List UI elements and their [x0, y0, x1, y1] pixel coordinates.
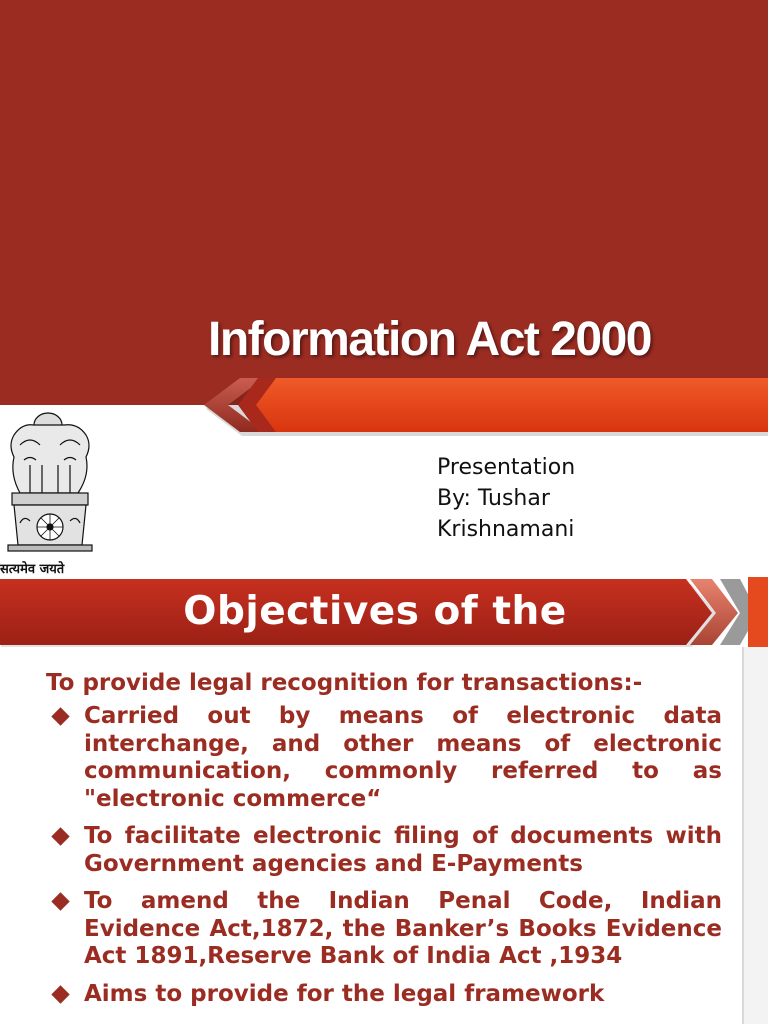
title-ribbon — [200, 378, 768, 438]
list-item — [46, 888, 722, 971]
bullet-text: To facilitate electronic filing of documents with Government agencies and E-Payments — [84, 823, 722, 877]
emblem-motto: सत्यमेव जयते — [0, 562, 65, 577]
presenter-block — [437, 452, 637, 545]
right-margin-line — [742, 647, 744, 1024]
diamond-bullet-icon — [51, 892, 69, 910]
objectives-content — [46, 669, 722, 1018]
presenter-line-3: Krishnamani — [437, 517, 575, 542]
presenter-line-1: Presentation — [437, 455, 576, 480]
national-emblem-logo — [0, 405, 100, 577]
bullet-text: To amend the Indian Penal Code, Indian Evidence Act,1872, the Banker’s Books Evidence Act 1891,Reserve Bank of India Act ,1934 — [84, 888, 722, 969]
diamond-bullet-icon — [51, 985, 69, 1003]
list-item — [46, 703, 722, 813]
diamond-bullet-icon — [51, 827, 69, 845]
list-item — [46, 981, 722, 1009]
slide-title: Information Act 2000 — [208, 313, 651, 366]
slide-heading: Objectives of the — [183, 589, 567, 634]
objectives-list — [46, 703, 722, 1008]
bullet-text: Carried out by means of electronic data interchange, and other means of electronic communication, commonly referred to as "electronic commerce“ — [84, 703, 722, 812]
presenter-line-2: By: Tushar — [437, 486, 550, 511]
bullet-text: Aims to provide for the legal framework — [84, 980, 605, 1007]
objectives-slide — [0, 577, 768, 1024]
diamond-bullet-icon — [51, 707, 69, 725]
list-item — [46, 823, 722, 878]
intro-text: To provide legal recognition for transactions:- — [46, 670, 643, 696]
